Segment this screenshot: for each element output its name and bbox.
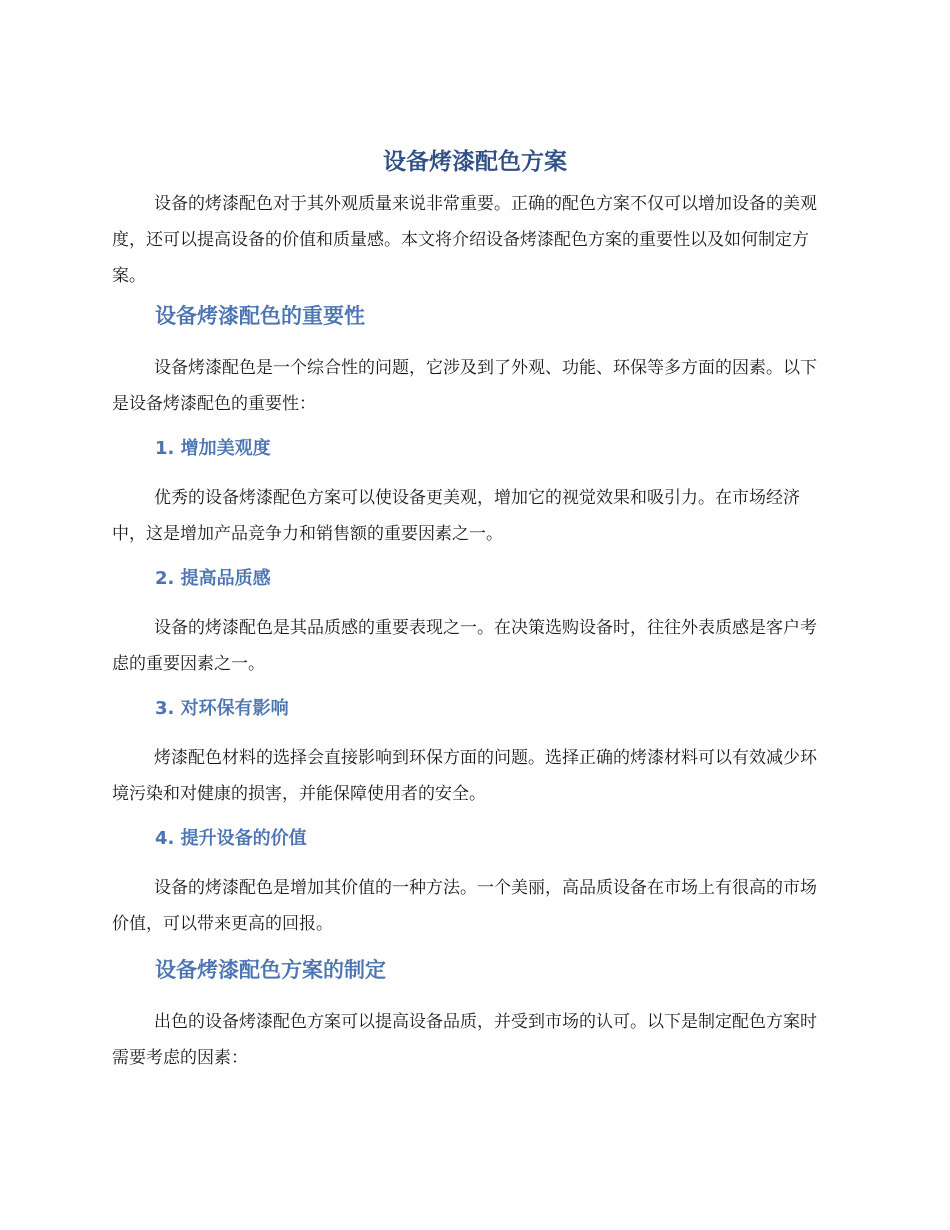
intro-paragraph: 设备的烤漆配色对于其外观质量来说非常重要。正确的配色方案不仅可以增加设备的美观度，还可以提高设备的价值和质量感。本文将介绍设备烤漆配色方案的重要性以及如何制定方案。 bbox=[112, 194, 817, 286]
subsection-paragraph-4: 设备的烤漆配色是增加其价值的一种方法。一个美丽，高品质设备在市场上有很高的市场价值，可以带来更高的回报。 bbox=[112, 878, 817, 934]
section-paragraph-importance: 设备烤漆配色是一个综合性的问题，它涉及到了外观、功能、环保等多方面的因素。以下是设备烤漆配色的重要性： bbox=[112, 358, 817, 414]
subsection-paragraph-3: 烤漆配色材料的选择会直接影响到环保方面的问题。选择正确的烤漆材料可以有效减少环境污染和对健康的损害，并能保障使用者的安全。 bbox=[112, 748, 817, 804]
subsection-heading-4: 4. 提升设备的价值 bbox=[155, 828, 307, 849]
document-title: 设备烤漆配色方案 bbox=[383, 149, 567, 175]
section-paragraph-formulation: 出色的设备烤漆配色方案可以提高设备品质，并受到市场的认可。以下是制定配色方案时需要考虑的因素： bbox=[112, 1012, 817, 1068]
section-heading-importance: 设备烤漆配色的重要性 bbox=[155, 304, 365, 328]
subsection-heading-2: 2. 提高品质感 bbox=[155, 568, 271, 589]
subsection-heading-1: 1. 增加美观度 bbox=[155, 438, 271, 459]
subsection-paragraph-1: 优秀的设备烤漆配色方案可以使设备更美观，增加它的视觉效果和吸引力。在市场经济中，这是增加产品竞争力和销售额的重要因素之一。 bbox=[112, 488, 800, 544]
subsection-heading-3: 3. 对环保有影响 bbox=[155, 698, 289, 719]
subsection-paragraph-2: 设备的烤漆配色是其品质感的重要表现之一。在决策选购设备时，往往外表质感是客户考虑的重要因素之一。 bbox=[112, 618, 817, 674]
section-heading-formulation: 设备烤漆配色方案的制定 bbox=[155, 958, 386, 982]
